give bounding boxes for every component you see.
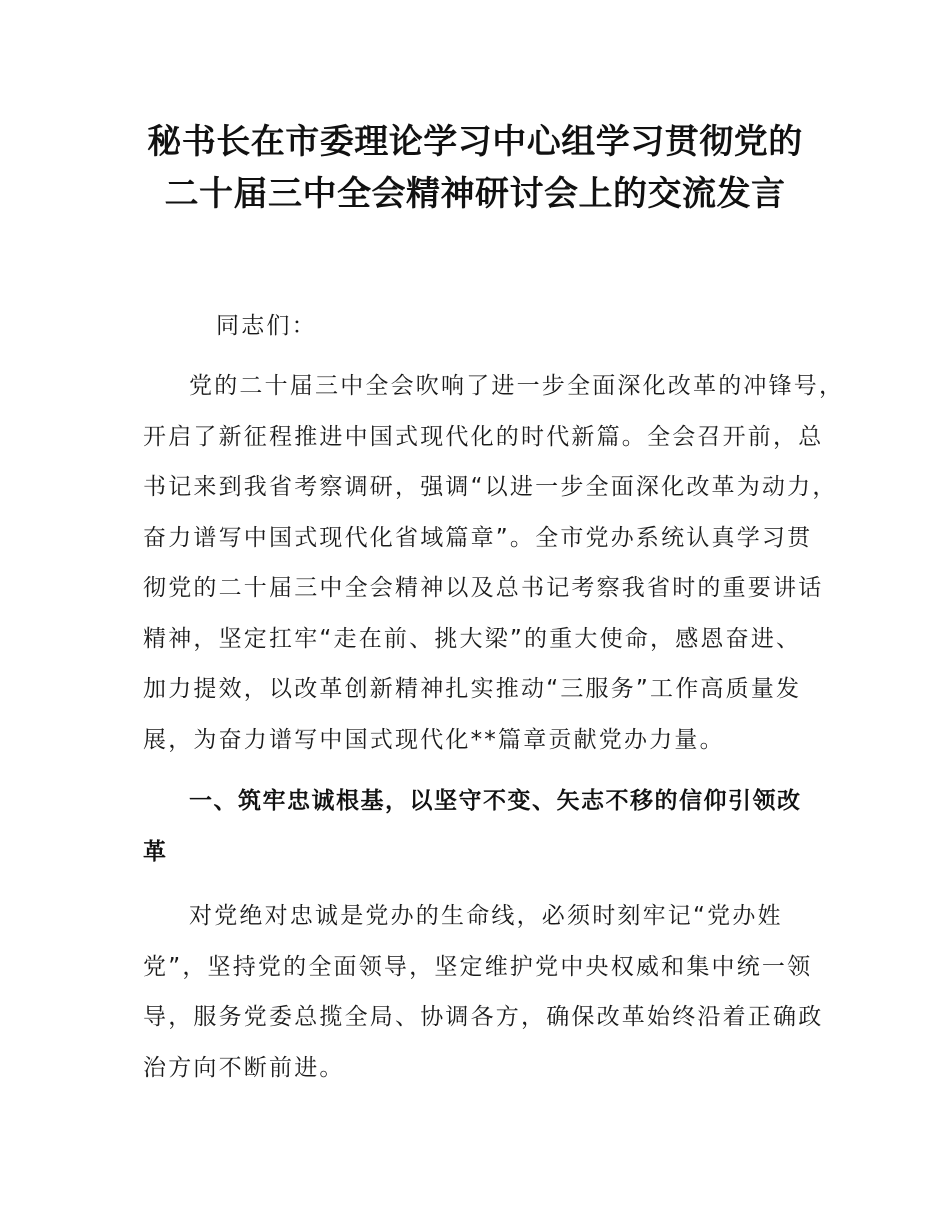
text-line: 彻党的二十届三中全会精神以及总书记考察我省时的重要讲话 — [143, 575, 824, 601]
document-title — [100, 116, 850, 220]
section-1-paragraph — [143, 891, 833, 1093]
intro-paragraph — [143, 361, 845, 765]
text-line: 开启了新征程推进中国式现代化的时代新篇。全会召开前，总 — [143, 423, 824, 450]
text-line: 奋力谱写中国式现代化省域篇章”。全市党办系统认真学习贯 — [143, 524, 813, 551]
heading-line: 一、筑牢忠诚根基，以坚守不变、矢志不移的信仰引领改 — [189, 788, 802, 814]
text-line: 党的二十届三中全会吹响了进一步全面深化改革的冲锋号， — [189, 373, 845, 399]
greeting: 同志们： — [216, 313, 317, 339]
section-1-heading — [143, 776, 833, 877]
text-line: 导，服务党委总揽全局、协调各方，确保改革始终沿着正确政 — [143, 1004, 824, 1030]
text-line: 展，为奋力谱写中国式现代化**篇章贡献党办力量。 — [143, 726, 725, 753]
heading-line: 革 — [143, 838, 168, 865]
text-line: 党”，坚持党的全面领导，坚定维护党中央权威和集中统一领 — [143, 953, 813, 980]
text-line: 精神，坚定扛牢“走在前、挑大梁”的重大使命，感恩奋进、 — [143, 625, 802, 652]
text-line: 对党绝对忠诚是党办的生命线，必须时刻牢记“党办姓 — [189, 903, 783, 929]
title-line-2: 二十届三中全会精神研讨会上的交流发言 — [164, 174, 786, 214]
title-line-1: 秘书长在市委理论学习中心组学习贯彻党的 — [147, 122, 803, 162]
text-line: 治方向不断前进。 — [143, 1054, 345, 1081]
text-line: 加力提效，以改革创新精神扎实推动“三服务”工作高质量发 — [143, 676, 802, 702]
text-line: 书记来到我省考察调研，强调“以进一步全面深化改革为动力， — [143, 474, 838, 500]
